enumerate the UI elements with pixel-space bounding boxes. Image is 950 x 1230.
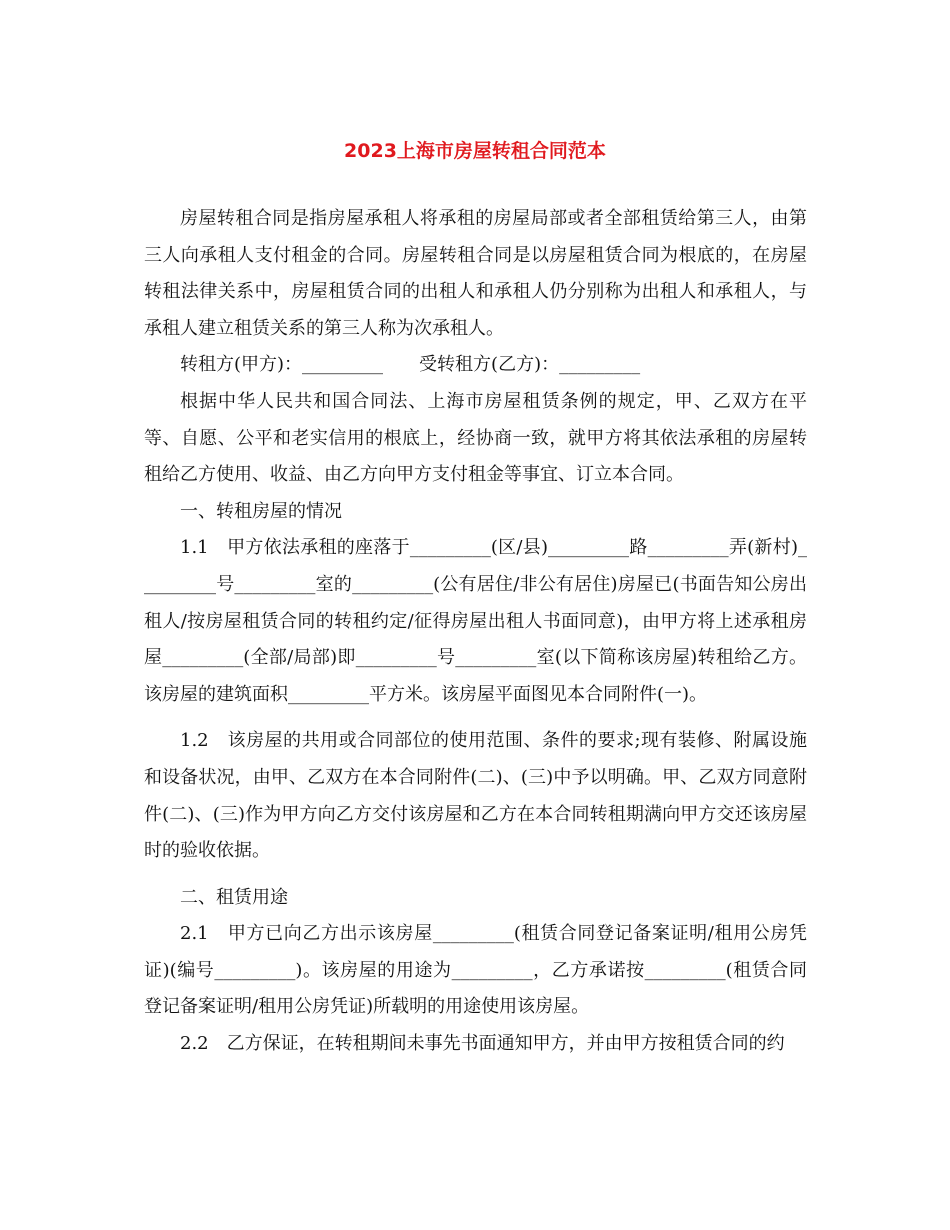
paragraph-intro: 房屋转租合同是指房屋承租人将承租的房屋局部或者全部租赁给第三人，由第三人向承租人支付租金的合同。房屋转租合同是以房屋租赁合同为根底的，在房屋转租法律关系中，房屋租赁合同的出租人和承租人仍分别称为出租人和承租人，与承租人建立租赁关系的第三人称为次承租人。 — [144, 208, 807, 339]
paragraph-spacer — [144, 713, 807, 723]
document-body — [144, 201, 807, 1063]
section-heading-2: 二、租赁用途 — [180, 886, 288, 908]
paragraph-parties: 转租方(甲方)：_________ 受转租方(乙方)：_________ — [180, 354, 641, 376]
clause-2-2: 2.2 乙方保证，在转租期间未事先书面通知甲方，并由甲方按租赁合同的约 — [180, 1033, 785, 1055]
document-title: 2023上海市房屋转租合同范本 — [344, 140, 606, 162]
paragraph-basis: 根据中华人民共和国合同法、上海市房屋租赁条例的规定，甲、乙双方在平等、自愿、公平和老实信用的根底上，经协商一致，就甲方将其依法承租的房屋转租给乙方使用、收益、由乙方向甲方支付租金等事宜、订立本合同。 — [144, 390, 807, 486]
paragraph-spacer — [144, 870, 807, 880]
section-heading-1: 一、转租房屋的情况 — [180, 500, 342, 522]
clause-2-1: 2.1 甲方已向乙方出示该房屋_________(租赁合同登记备案证明/租用公房凭证)(编号_________)。该房屋的用途为_________，乙方承诺按_________(租赁合同登记备案证明/租用公房凭证)所载明的用途使用该房屋。 — [144, 923, 807, 1018]
clause-1-1: 1.1 甲方依法承租的座落于_________(区/县)_________路_________弄(新村)_________号_________室的_________(公有居住/非公有居住)房屋已(书面告知公房出租人/按房屋租赁合同的转租约定/征得房屋出租人书面同意)，由甲方将上述承租房屋_________(全部/局部)即_________号_________室(以下简称该房屋)转租给乙方。该房屋的建筑面积_________平方米。该房屋平面图见本合同附件(一)。 — [144, 537, 807, 705]
clause-1-2: 1.2 该房屋的共用或合同部位的使用范围、条件的要求;现有装修、附属设施和设备状况，由甲、乙双方在本合同附件(二)、(三)中予以明确。甲、乙双方同意附件(二)、(三)作为甲方向乙方交付该房屋和乙方在本合同转租期满向甲方交还该房屋时的验收依据。 — [144, 730, 807, 862]
